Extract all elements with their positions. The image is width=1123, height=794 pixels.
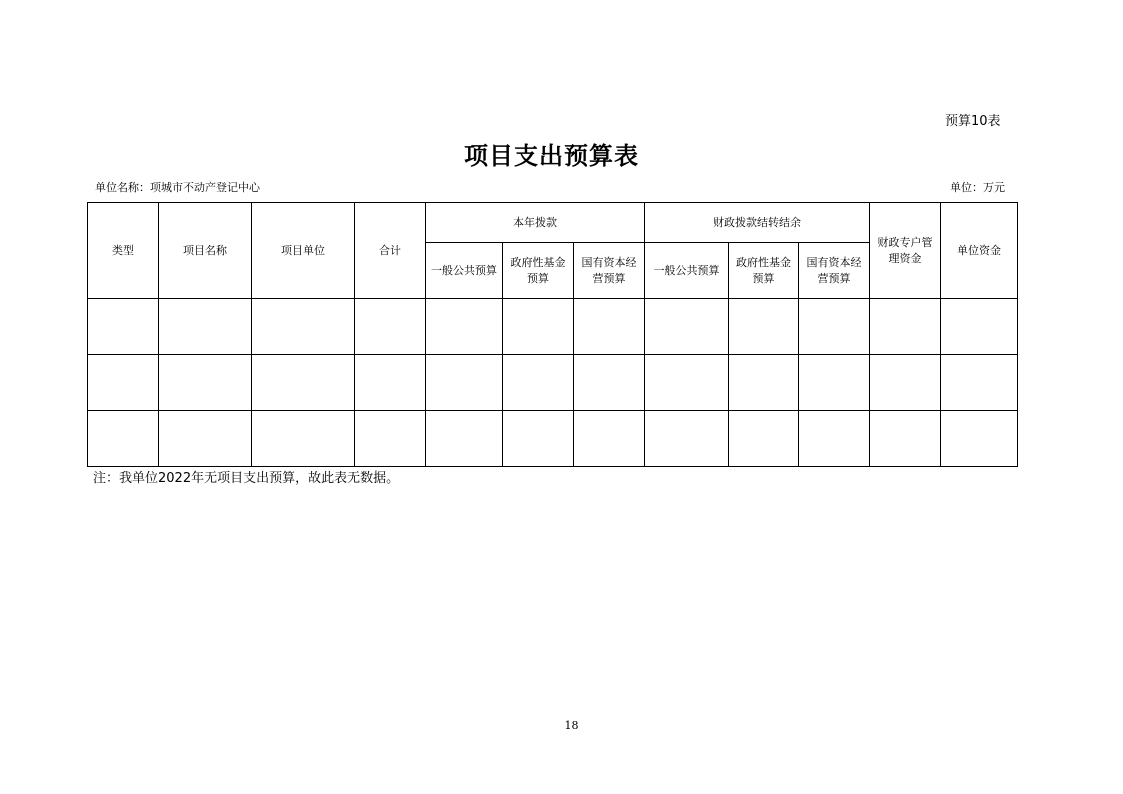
table-cell: [799, 299, 870, 355]
table-row: [88, 355, 1018, 411]
header-total: 合计: [355, 203, 426, 299]
table-cell: [645, 355, 729, 411]
table-cell: [355, 299, 426, 355]
table-cell: [645, 411, 729, 467]
subheader-state-capital-budget: 国有资本经营预算: [574, 243, 645, 299]
table-cell: [799, 355, 870, 411]
page-number: 18: [564, 719, 579, 732]
subheader-carryover-general-public-budget: 一般公共预算: [645, 243, 729, 299]
table-cell: [252, 355, 355, 411]
subheader-carryover-state-capital-budget: 国有资本经营预算: [799, 243, 870, 299]
table-cell: [88, 411, 159, 467]
header-fiscal-carryover: 财政拨款结转结余: [645, 203, 870, 243]
table-cell: [799, 411, 870, 467]
table-cell: [252, 411, 355, 467]
table-cell: [941, 411, 1018, 467]
header-row-1: [88, 203, 1018, 243]
subheader-government-fund-budget: 政府性基金预算: [503, 243, 574, 299]
table-cell: [503, 411, 574, 467]
header-current-year-appropriation: 本年拨款: [426, 203, 645, 243]
table-cell: [503, 299, 574, 355]
table-cell: [870, 411, 941, 467]
table-cell: [426, 355, 503, 411]
subheader-general-public-budget: 一般公共预算: [426, 243, 503, 299]
table-cell: [574, 299, 645, 355]
table-cell: [159, 299, 252, 355]
table-cell: [574, 355, 645, 411]
table-cell: [159, 411, 252, 467]
header-project-unit: 项目单位: [252, 203, 355, 299]
project-expenditure-budget-table: [87, 202, 1018, 467]
header-unit-funds: 单位资金: [941, 203, 1018, 299]
table-cell: [88, 355, 159, 411]
table-cell: [941, 355, 1018, 411]
table-cell: [252, 299, 355, 355]
table-cell: [870, 299, 941, 355]
unit-measure-label: 单位：万元: [950, 181, 1005, 194]
table-cell: [355, 411, 426, 467]
table-cell: [426, 299, 503, 355]
table-cell: [159, 355, 252, 411]
header-project-name: 项目名称: [159, 203, 252, 299]
footnote: 注：我单位2022年无项目支出预算，故此表无数据。: [93, 471, 400, 486]
table-cell: [645, 299, 729, 355]
unit-name-label: 单位名称：项城市不动产登记中心: [95, 181, 260, 194]
table-cell: [355, 355, 426, 411]
table-row: [88, 411, 1018, 467]
table-cell: [729, 355, 799, 411]
header-special-fiscal-funds: 财政专户管理资金: [870, 203, 941, 299]
table-cell: [88, 299, 159, 355]
page-title: 项目支出预算表: [464, 142, 639, 170]
table-cell: [729, 299, 799, 355]
form-number: 预算10表: [945, 114, 1001, 129]
table-cell: [574, 411, 645, 467]
subheader-carryover-government-fund-budget: 政府性基金预算: [729, 243, 799, 299]
header-type: 类型: [88, 203, 159, 299]
table-cell: [870, 355, 941, 411]
table-cell: [729, 411, 799, 467]
table-row: [88, 299, 1018, 355]
table-cell: [426, 411, 503, 467]
table-cell: [503, 355, 574, 411]
table-cell: [941, 299, 1018, 355]
